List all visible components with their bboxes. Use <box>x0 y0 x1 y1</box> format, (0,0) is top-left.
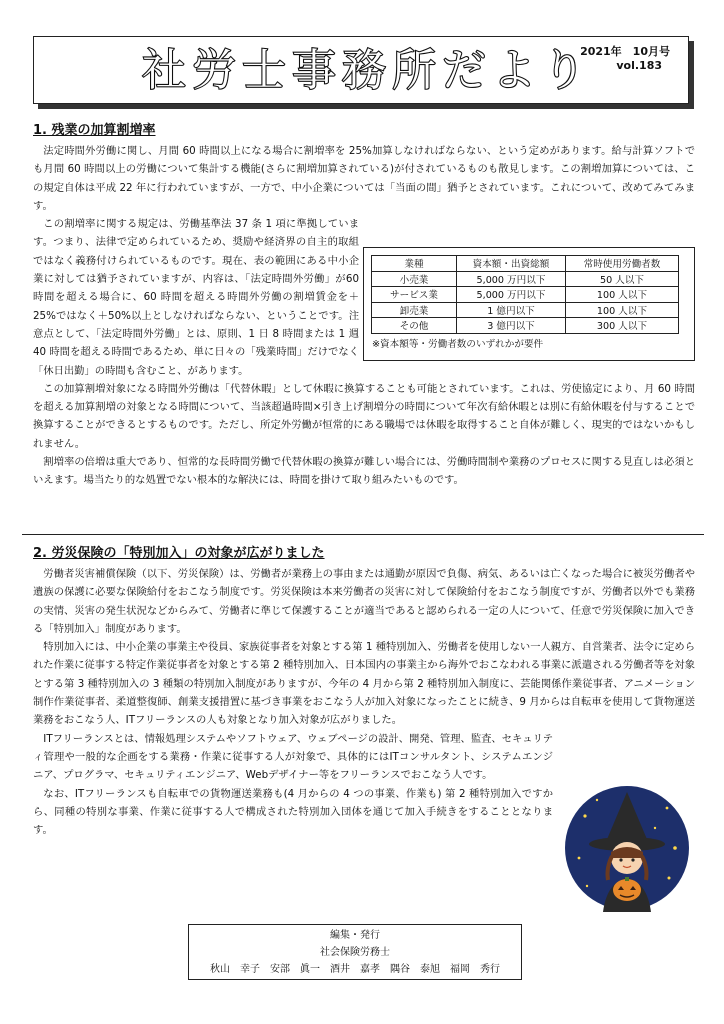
table-header: 業種 <box>372 256 457 272</box>
issue-date: 2021年 10月号 <box>580 45 670 58</box>
section2-paragraph: 労働者災害補償保険（以下、労災保険）は、労働者が業務上の事由または通勤が原因で負傷、病気、あるいは亡くなった場合に被災労働者や遺族の保護に必要な保険給付をおこなう制度です。労災保険は本来労働者の災害に対して保険給付をおこなう制度ですが、労働者以外でも業務の実情、災害の発生状況などからみて、労働者に準じて保護することが適当であると認められる一定の人について、任意で労災保険に加入できる「特別加入」制度があります。 <box>33 568 695 635</box>
table-header-row <box>372 256 679 272</box>
section1-paragraph: この加算割増対象になる時間外労働は「代替休暇」として休暇に換算することも可能とされています。これは、労使協定により、月 60 時間を超える加算割増の対象となる時間について、当該超過時間×引き上げ割増分の時間について年次有給休暇とは別に有給休暇を付与することで換算することができるとするものです。ただし、所定外労働が恒常的にある職場では休暇を取得すること自体が難しく、現実的ではないかもしれません。 <box>33 382 695 450</box>
table-cell: 小売業 <box>372 271 457 287</box>
table-row <box>372 271 679 287</box>
section1-paragraph-2: この割増率に関する規定は、労働基準法 37 条 1 項に準拠しています。つまり、法律で定められているため、奨励や経済界の自主的取組ではなく義務付けられているものです。現在、表の範囲にある中小企業に対しては猶予されていますが、内容は、「法定時間外労働」が60時間を超える場合に、60 時間を超える時間外労働の割増賃金を＋25%ではなく＋50%以上としなければならない、ということです。注意点として、「法定時間外労働」とは、原則、1 日 8 時間または 1 週 40 時間を超える時間であるため、単に日々の「残業時間」だけでなく「休日出勤」の時間も含むこと、があります。 <box>33 218 359 377</box>
section2-title: 2. 労災保険の「特別加入」の対象が広がりました <box>33 546 325 561</box>
newsletter-header <box>33 36 689 104</box>
section1-title: 1. 残業の加算割増率 <box>33 123 156 138</box>
issue-volume: vol.183 <box>616 59 662 72</box>
section2-paragraph: ITフリーランスとは、情報処理システムやソフトウェア、ウェブページの設計、開発、管理、監査、セキュリティ管理や一般的な企画をする業務・作業に従事する人が対象で、具体的にはITコンサルタント、システムエンジニア、プログラマ、セキュリティエンジニア、Webデザイナー等をフリーランスでおこなう人です。 <box>33 732 553 782</box>
section1-paragraph: 法定時間外労働に関し、月間 60 時間以上になる場合に割増率を 25%加算しなければならない、という定めがあります。給与計算ソフトでも月間 60 時間以上の労働について集計する機能(さらに割増加算されている)が付されているものも散見します。この割増加算については、この規定自体は平成 22 年に行われていますが、一方で、中小企業については「当面の間」猶予とされています。これについて、改めてみてみます。 <box>33 145 695 212</box>
section1-paragraph: 割増率の倍増は重大であり、恒常的な長時間労働で代替休暇の換算が難しい場合には、労働時間制や業務のプロセスに関する見直しは必須といえます。場当たり的な処置でない根本的な解決には、時間を掛けて取り組みたいものです。 <box>33 456 695 487</box>
section2-paragraph: 特別加入には、中小企業の事業主や役員、家族従事者を対象とする第 1 種特別加入、労働者を使用しない一人親方、自営業者、法令に定められた作業に従事する特定作業従事者を対象とする第 2 種特別加入、日本国内の事業主から海外でおこなわれる事業に派遣される労働者等を対象とする第 3 種特別加入の 3 種類の特別加入制度がありますが、今年の 4 月から第 2 種特別加入制度に、芸能関係作業従事者、アニメーション制作作業従事者、柔道整復師、創業支援措置に基づき事業をおこなう人が加入対象になったことに続き、9 月からは自転車を使用して貨物運送業務をおこなう人、ITフリーランスの人も対象となり加入対象が広がりました。 <box>33 641 695 727</box>
table-row <box>372 287 679 303</box>
table-cell: 5,000 万円以下 <box>457 287 566 303</box>
publisher-names: 秋山 幸子 安部 眞一 酒井 嘉孝 隅谷 泰旭 福岡 秀行 <box>210 964 500 975</box>
table-row <box>372 302 679 318</box>
table-cell: その他 <box>372 318 457 334</box>
table-header: 常時使用労働者数 <box>566 256 679 272</box>
sme-criteria-table <box>371 255 679 334</box>
newsletter-title: 社労士事務所だより <box>142 45 592 96</box>
section2-paragraph: なお、ITフリーランスも自転車での貨物運送業務も(4 月からの 4 つの事業、作業も) 第 2 種特別加入ですから、同種の特別な事業、作業に従事する人で構成された特別加入団体を通じて加入手続きをすることとなります。 <box>33 787 553 837</box>
table-cell: サービス業 <box>372 287 457 303</box>
witch-girl-illustration <box>557 778 697 912</box>
table-cell: 3 億円以下 <box>457 318 566 334</box>
sme-criteria-table-box <box>363 247 695 361</box>
table-cell: 100 人以下 <box>566 287 679 303</box>
table-cell: 50 人以下 <box>566 271 679 287</box>
section-divider <box>22 534 704 535</box>
publisher-org: 社会保険労務士 <box>320 947 390 958</box>
table-cell: 1 億円以下 <box>457 302 566 318</box>
publisher-label: 編集・発行 <box>330 930 380 941</box>
publisher-box <box>188 924 522 980</box>
table-row <box>372 318 679 334</box>
table-cell: 5,000 万円以下 <box>457 271 566 287</box>
table-note: ※資本額等・労働者数のいずれかが要件 <box>372 339 544 350</box>
table-cell: 卸売業 <box>372 302 457 318</box>
table-header: 資本額・出資総額 <box>457 256 566 272</box>
table-cell: 100 人以下 <box>566 302 679 318</box>
table-cell: 300 人以下 <box>566 318 679 334</box>
